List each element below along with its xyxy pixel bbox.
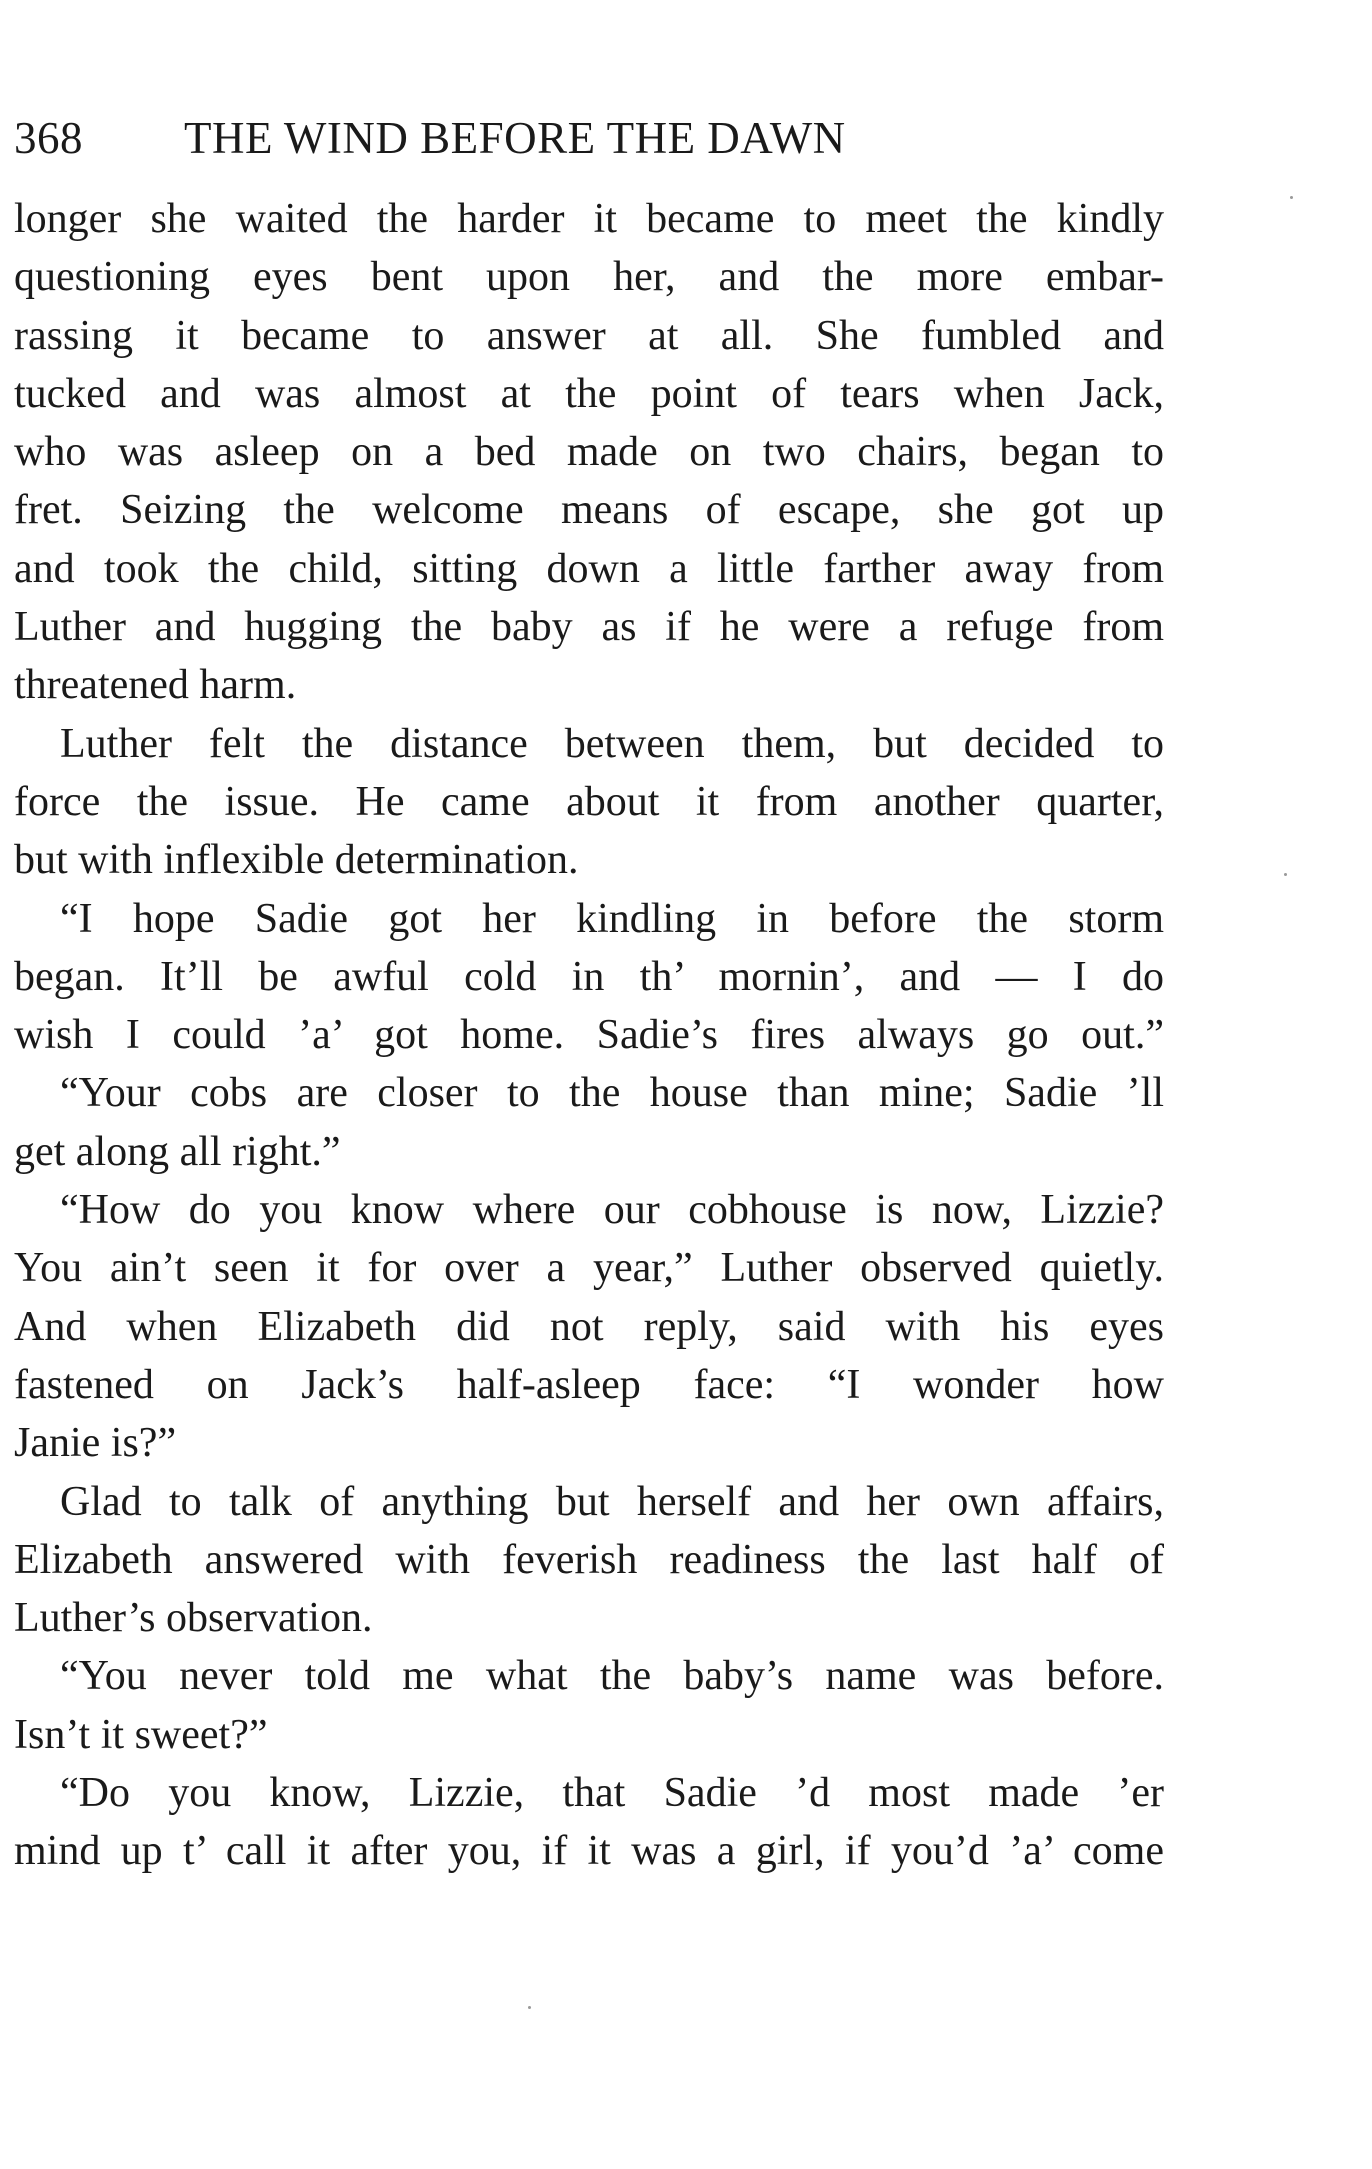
- text-line: threatened harm.: [14, 662, 297, 709]
- text-line: And when Elizabeth did not reply, said with his eyes: [14, 1303, 1164, 1350]
- text-line: “How do you know where our cobhouse is now, Lizzie?: [60, 1187, 1164, 1234]
- text-line: Luther’s observation.: [14, 1595, 373, 1642]
- text-line: “You never told me what the baby’s name was before.: [60, 1653, 1164, 1700]
- text-line: rassing it became to answer at all. She fumbled and: [14, 312, 1164, 359]
- body-text: [14, 190, 1164, 1881]
- text-line: Elizabeth answered with feverish readiness the last half of: [14, 1536, 1164, 1583]
- text-line: Isn’t it sweet?”: [14, 1711, 268, 1758]
- paper-speck: [1284, 873, 1287, 876]
- text-line: get along all right.”: [14, 1128, 341, 1175]
- text-line: and took the child, sitting down a little farther away from: [14, 545, 1164, 592]
- page-number: 368: [14, 113, 83, 163]
- text-line: longer she waited the harder it became to meet the kindly: [14, 196, 1164, 242]
- text-line: mind up t’ call it after you, if it was a girl, if you’d ’a’ come: [14, 1828, 1164, 1875]
- text-line: questioning eyes bent upon her, and the more embar-: [14, 254, 1164, 301]
- paper-speck: [528, 2006, 531, 2009]
- text-line: “Your cobs are closer to the house than mine; Sadie ’ll: [60, 1070, 1164, 1117]
- paper-speck: [1290, 196, 1293, 199]
- text-line: who was asleep on a bed made on two chairs, began to: [14, 429, 1164, 476]
- text-line: Luther felt the distance between them, but decided to: [60, 720, 1164, 767]
- text-line: You ain’t seen it for over a year,” Luther observed quietly.: [14, 1245, 1164, 1292]
- text-line: Luther and hugging the baby as if he were a refuge from: [14, 604, 1164, 651]
- text-line: “I hope Sadie got her kindling in before the storm: [60, 895, 1164, 942]
- running-head: [14, 108, 1174, 168]
- text-line: wish I could ’a’ got home. Sadie’s fires always go out.”: [14, 1012, 1164, 1059]
- text-line: but with inflexible determination.: [14, 837, 579, 884]
- text-line: “Do you know, Lizzie, that Sadie ’d most made ’er: [60, 1770, 1164, 1817]
- text-line: Janie is?”: [14, 1420, 177, 1467]
- text-line: Glad to talk of anything but herself and her own affairs,: [60, 1478, 1164, 1525]
- text-line: began. It’ll be awful cold in th’ mornin’, and — I do: [14, 953, 1164, 1000]
- text-line: force the issue. He came about it from another quarter,: [14, 778, 1164, 825]
- text-line: fastened on Jack’s half-asleep face: “I wonder how: [14, 1361, 1164, 1408]
- text-line: fret. Seizing the welcome means of escape, she got up: [14, 487, 1164, 534]
- text-line: tucked and was almost at the point of tears when Jack,: [14, 370, 1164, 417]
- running-title: THE WIND BEFORE THE DAWN: [184, 113, 846, 163]
